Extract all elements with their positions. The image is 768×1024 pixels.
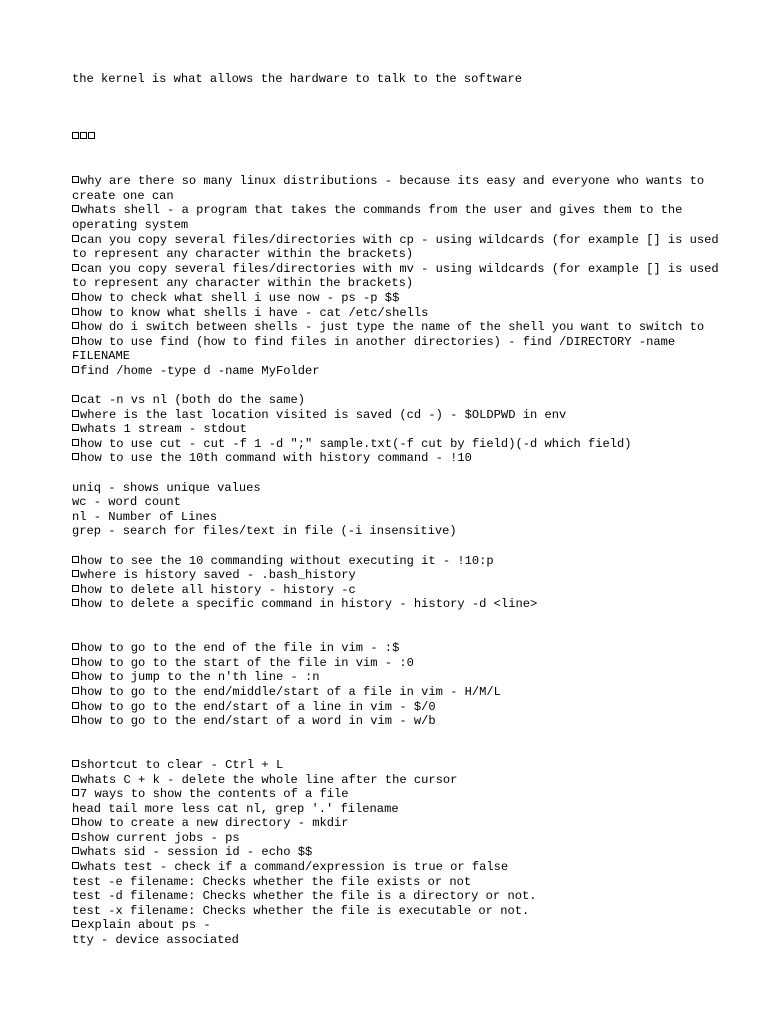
line-text: how to go to the end of the file in vim - :$ — [80, 641, 400, 656]
note-text-line — [72, 481, 732, 496]
blank-line — [72, 743, 732, 758]
bullet-box-icon — [72, 687, 79, 694]
note-item — [72, 408, 732, 423]
line-text: explain about ps - — [80, 918, 211, 933]
bullet-box-icon — [72, 322, 79, 329]
line-text: grep - search for files/text in file (-i insensitive) — [72, 524, 457, 539]
bullet-box-icon — [72, 672, 79, 679]
blank-line — [72, 87, 732, 102]
line-text: how to jump to the n'th line - :n — [80, 670, 320, 685]
note-item — [72, 174, 732, 203]
bullet-box-icon — [72, 453, 79, 460]
note-item — [72, 656, 732, 671]
bullet-box-icon — [72, 424, 79, 431]
blank-line — [72, 729, 732, 744]
note-item — [72, 364, 732, 379]
line-text: how to go to the end/start of a word in vim - w/b — [80, 714, 436, 729]
note-item — [72, 320, 732, 335]
bullet-box-icon — [80, 132, 87, 139]
note-item — [72, 437, 732, 452]
line-text: uniq - shows unique values — [72, 480, 261, 495]
bullet-box-icon — [72, 395, 79, 402]
note-text-line — [72, 802, 732, 817]
line-text: 7 ways to show the contents of a file — [80, 787, 349, 802]
bullet-box-icon — [72, 264, 79, 271]
bullet-box-icon — [72, 716, 79, 723]
blank-line — [72, 116, 732, 131]
line-text: how to use cut - cut -f 1 -d ";" sample.txt(-f cut by field)(-d which field) — [80, 436, 632, 451]
bullet-box-icon — [72, 818, 79, 825]
line-text: how to create a new directory - mkdir — [80, 816, 349, 831]
note-item — [72, 700, 732, 715]
line-text: how to use find (how to find files in another directories) - find /DIRECTORY -name FILENAME — [72, 334, 683, 364]
note-text-line — [72, 72, 732, 87]
note-item — [72, 451, 732, 466]
bullet-box-icon — [72, 585, 79, 592]
bullet-box-icon — [72, 760, 79, 767]
line-text: where is history saved - .bash_history — [80, 568, 356, 583]
bullet-box-icon — [72, 833, 79, 840]
line-text: how to delete all history - history -c — [80, 582, 356, 597]
line-text: can you copy several files/directories with mv - using wildcards (for example [] is used to represent any character within the brackets) — [72, 261, 726, 291]
bullet-box-icon — [72, 337, 79, 344]
bullet-box-icon — [72, 599, 79, 606]
bullet-box-icon — [72, 775, 79, 782]
note-item — [72, 845, 732, 860]
note-item — [72, 685, 732, 700]
blank-line — [72, 145, 732, 160]
bullet-box-icon — [72, 702, 79, 709]
note-text-line — [72, 889, 732, 904]
note-item — [72, 393, 732, 408]
line-text: how to go to the start of the file in vim - :0 — [80, 655, 414, 670]
blank-line — [72, 378, 732, 393]
line-text: how to see the 10 commanding without executing it - !10:p — [80, 553, 494, 568]
bullet-box-icon — [72, 789, 79, 796]
line-text: wc - word count — [72, 495, 181, 510]
line-text: cat -n vs nl (both do the same) — [80, 393, 305, 408]
line-text: test -d filename: Checks whether the file is a directory or not. — [72, 889, 537, 904]
bullet-box-icon — [88, 132, 95, 139]
bullet-box-icon — [72, 658, 79, 665]
line-text: head tail more less cat nl, grep '.' filename — [72, 801, 399, 816]
line-text: whats 1 stream - stdout — [80, 422, 247, 437]
line-text: how to use the 10th command with history command - !10 — [80, 451, 472, 466]
bullet-box-icon — [72, 235, 79, 242]
bullet-box-icon — [72, 862, 79, 869]
note-item — [72, 291, 732, 306]
note-item — [72, 641, 732, 656]
blank-line — [72, 160, 732, 175]
line-text: show current jobs - ps — [80, 830, 240, 845]
note-item — [72, 597, 732, 612]
note-text-line — [72, 933, 732, 948]
bullet-box-icon — [72, 643, 79, 650]
note-item — [72, 860, 732, 875]
line-text: can you copy several files/directories with cp - using wildcards (for example [] is used to represent any character within the brackets) — [72, 232, 726, 262]
note-item — [72, 670, 732, 685]
note-item — [72, 554, 732, 569]
line-text: the kernel is what allows the hardware to talk to the software — [72, 72, 522, 86]
line-text: whats C + k - delete the whole line after the cursor — [80, 772, 458, 787]
line-text: why are there so many linux distributions - because its easy and everyone who wants to create one can — [72, 174, 712, 203]
note-item — [72, 306, 732, 321]
blank-line — [72, 101, 732, 116]
bullet-box-icon — [72, 293, 79, 300]
note-item — [72, 583, 732, 598]
blank-line — [72, 627, 732, 642]
bullet-box-icon — [72, 176, 79, 183]
blank-line — [72, 612, 732, 627]
line-text: how to know what shells i have - cat /etc/shells — [80, 305, 429, 320]
note-text-line — [72, 495, 732, 510]
blank-line — [72, 466, 732, 481]
note-item — [72, 262, 732, 291]
line-text: test -e filename: Checks whether the file exists or not — [72, 874, 472, 889]
note-item — [72, 335, 732, 364]
note-item — [72, 568, 732, 583]
note-item — [72, 758, 732, 773]
line-text: tty - device associated — [72, 933, 239, 948]
note-item — [72, 831, 732, 846]
bullet-box-icon — [72, 570, 79, 577]
bullet-box-icon — [72, 847, 79, 854]
line-text: how to go to the end/middle/start of a file in vim - H/M/L — [80, 684, 501, 699]
bullet-box-icon — [72, 410, 79, 417]
note-text-line — [72, 875, 732, 890]
note-item — [72, 422, 732, 437]
note-item — [72, 203, 732, 232]
note-item — [72, 233, 732, 262]
note-item — [72, 787, 732, 802]
line-text: find /home -type d -name MyFolder — [80, 363, 320, 378]
note-item — [72, 816, 732, 831]
line-text: how do i switch between shells - just type the name of the shell you want to switch to — [80, 320, 705, 335]
note-item — [72, 714, 732, 729]
note-text-line — [72, 904, 732, 919]
bullet-box-icon — [72, 920, 79, 927]
blank-line — [72, 539, 732, 554]
line-text: nl - Number of Lines — [72, 509, 218, 524]
line-text: test -x filename: Checks whether the file is executable or not. — [72, 903, 530, 918]
note-text-line — [72, 524, 732, 539]
bullet-box-icon — [72, 132, 79, 139]
document-page — [72, 72, 732, 948]
note-text-line — [72, 510, 732, 525]
bullet-box-icon — [72, 205, 79, 212]
line-text: where is the last location visited is saved (cd -) - $OLDPWD in env — [80, 407, 567, 422]
bullet-box-icon — [72, 308, 79, 315]
line-text: how to check what shell i use now - ps -p $$ — [80, 290, 400, 305]
bullet-box-icon — [72, 556, 79, 563]
line-text: how to go to the end/start of a line in vim - $/0 — [80, 699, 436, 714]
line-text: whats sid - session id - echo $$ — [80, 845, 313, 860]
line-text: how to delete a specific command in history - history -d <line> — [80, 597, 538, 612]
bullet-glyph-row — [72, 130, 732, 145]
line-text: whats shell - a program that takes the commands from the user and gives them to the operating system — [72, 203, 690, 232]
note-item — [72, 773, 732, 788]
bullet-box-icon — [72, 366, 79, 373]
bullet-box-icon — [72, 439, 79, 446]
line-text: whats test - check if a command/expression is true or false — [80, 860, 509, 875]
line-text: shortcut to clear - Ctrl + L — [80, 757, 284, 772]
note-item — [72, 918, 732, 933]
